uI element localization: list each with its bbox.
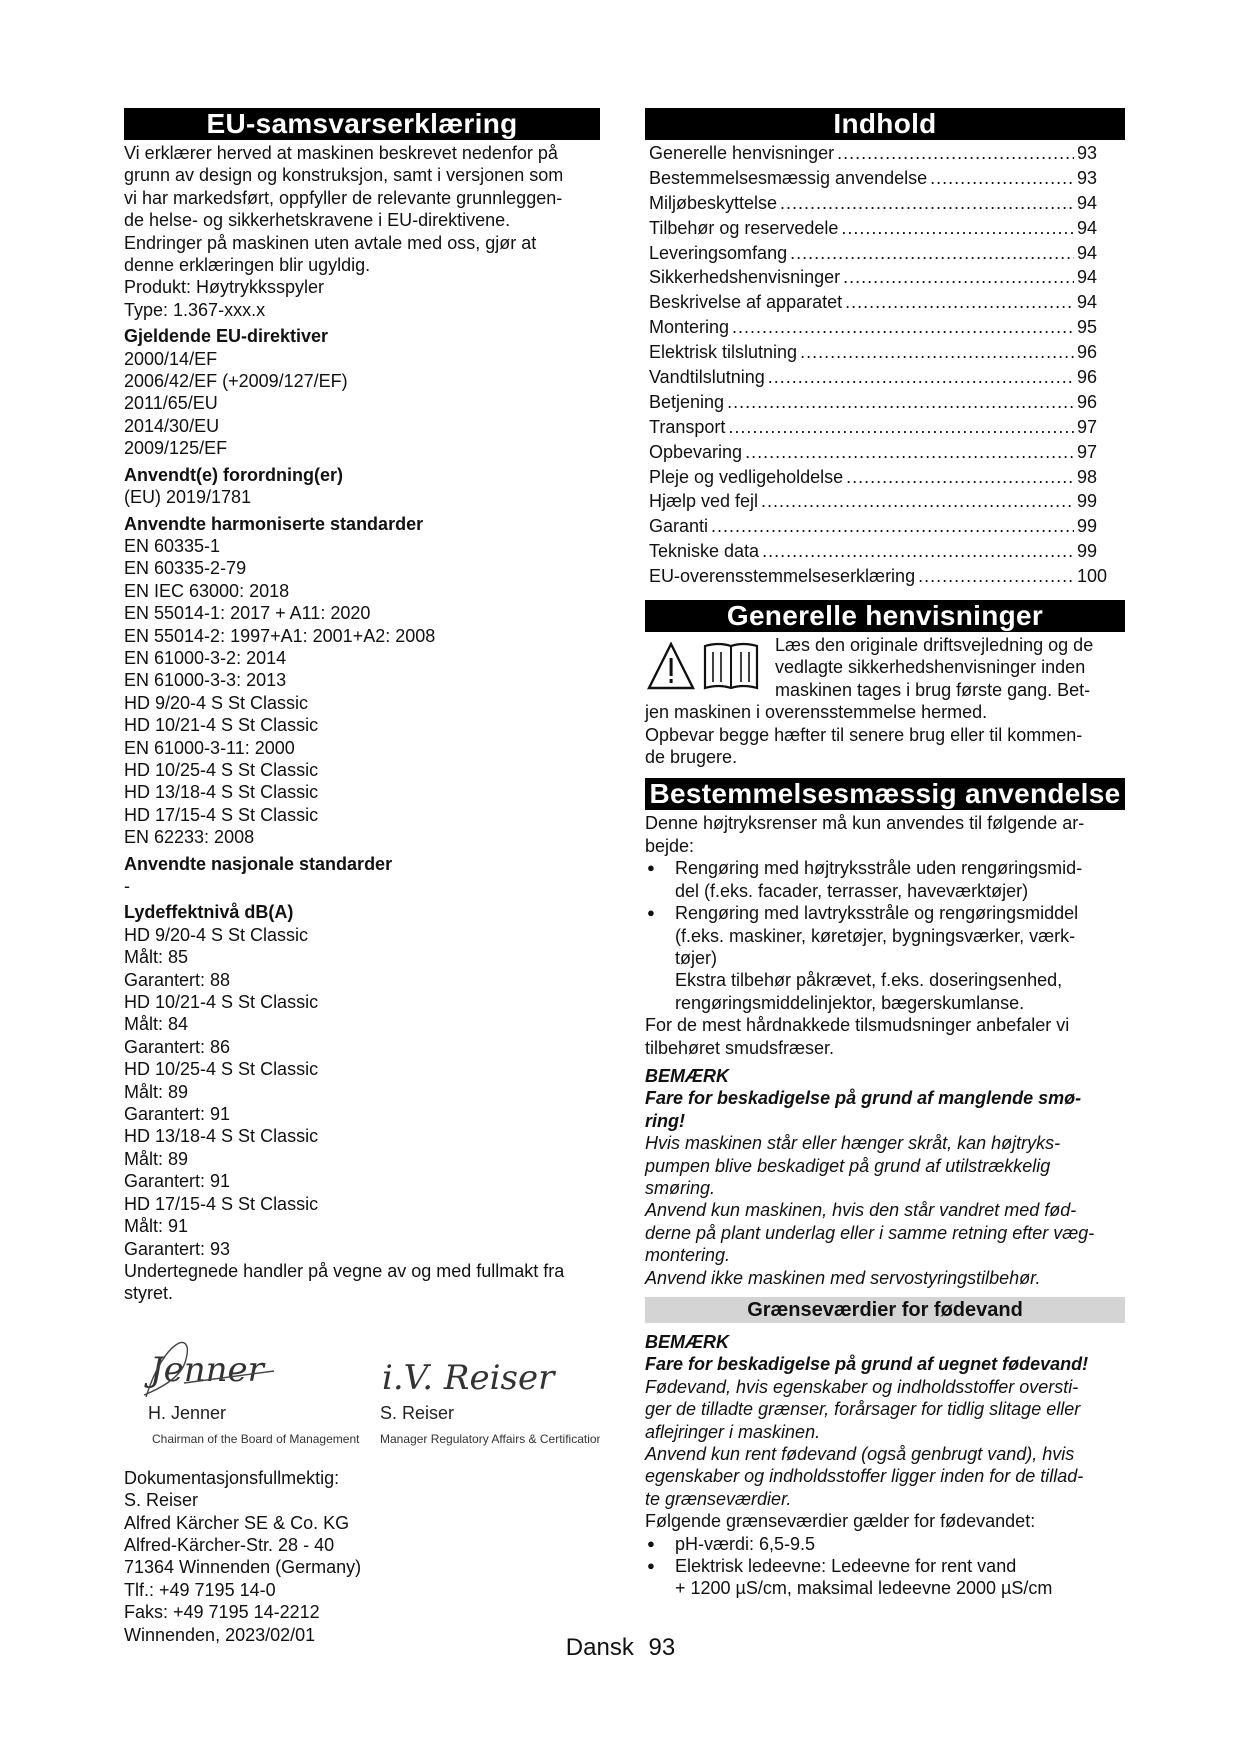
note-text: pumpen blive beskadiget på grund af utilstrækkelig <box>645 1155 1051 1176</box>
directives-heading: Gjeldende EU-direktiver <box>124 326 329 347</box>
feed-water-intro: Følgende grænseværdier gælder for fødevandet: <box>645 1511 1036 1532</box>
intended-use-heading: Bestemmelsesmæssig anvendelse <box>645 778 1125 810</box>
standard-item: HD 17/15-4 S St Classic <box>124 804 319 825</box>
toc-leader-dots <box>845 291 1074 313</box>
toc-entry-label: Elektrisk tilslutning <box>649 342 798 363</box>
toc-entry <box>645 192 1125 217</box>
toc-entry <box>645 490 1125 515</box>
product-line: Produkt: Høytrykksspyler <box>124 277 325 298</box>
text-line: vedlagte sikkerhedshenvisninger inden <box>775 657 1086 678</box>
text-line: ● Elektrisk ledeevne: Ledeevne for rent vand <box>675 1556 1017 1577</box>
text-line: Ekstra tilbehør påkrævet, f.eks. doseringsenhed, <box>675 970 1063 991</box>
feed-water-note <box>645 1331 1125 1510</box>
intended-use-list <box>645 857 1125 1014</box>
note-text: Anvend kun maskinen, hvis den står vandret med fød- <box>645 1200 1077 1221</box>
standard-item: EN 60335-2-79 <box>124 558 247 579</box>
sound-model: HD 10/21-4 S St Classic <box>124 992 319 1013</box>
text-line: styret. <box>124 1283 174 1304</box>
sound-measured: Målt: 85 <box>124 947 189 968</box>
note-text: derne på plant underlag eller i samme retning efter væg- <box>645 1222 1095 1243</box>
text-line: Alfred-Kärcher-Str. 28 - 40 <box>124 1534 335 1555</box>
signer-jenner-name: H. Jenner <box>148 1402 227 1423</box>
toc-leader-dots <box>790 242 1074 264</box>
toc-leader-dots <box>918 565 1074 587</box>
list-item <box>645 902 1125 1014</box>
toc-leader-dots <box>761 490 1074 512</box>
standard-item: EN 55014-1: 2017 + A11: 2020 <box>124 603 371 624</box>
contents-heading: Indhold <box>645 108 1125 140</box>
text-line: 71364 Winnenden (Germany) <box>124 1557 362 1578</box>
toc-leader-dots <box>745 441 1074 463</box>
toc-leader-dots <box>800 341 1074 363</box>
standard-item: HD 13/18-4 S St Classic <box>124 782 319 803</box>
text-line: maskinen tages i brug første gang. Bet- <box>775 679 1091 700</box>
text-line: Denne højtryksrenser må kun anvendes til følgende ar- <box>645 813 1085 834</box>
text-line: rengøringsmiddelinjektor, bægerskumlanse. <box>675 992 1025 1013</box>
sound-guaranteed: Garantert: 93 <box>124 1238 231 1259</box>
toc-entry-page: 99 <box>1077 516 1098 537</box>
sound-level-heading: Lydeffektnivå dB(A) <box>124 902 294 923</box>
toc-entry <box>645 167 1125 192</box>
note-warning: Fare for beskadigelse på grund af uegnet fødevand! <box>645 1354 1089 1375</box>
text-line: jen maskinen i overensstemmelse hermed. <box>645 702 988 723</box>
toc-entry-page: 100 <box>1077 566 1108 587</box>
intended-use-intro <box>645 812 1125 857</box>
text-line: Opbevar begge hæfter til senere brug eller til kommen- <box>645 724 1083 745</box>
sound-level-list <box>124 924 600 1260</box>
warning-triangle-icon <box>649 644 693 688</box>
text-line: Læs den originale driftsvejledning og de <box>775 635 1094 656</box>
toc-entry-page: 94 <box>1077 217 1098 238</box>
toc-leader-dots <box>843 266 1074 288</box>
toc-entry-page: 99 <box>1077 541 1098 562</box>
lubrication-note <box>645 1065 1125 1289</box>
toc-entry-page: 96 <box>1077 391 1098 412</box>
directive-item: 2000/14/EF <box>124 348 218 369</box>
sound-model: HD 9/20-4 S St Classic <box>124 924 309 945</box>
toc-leader-dots <box>780 192 1074 214</box>
toc-leader-dots <box>711 515 1074 537</box>
text-line: Winnenden, 2023/02/01 <box>124 1624 316 1645</box>
standard-item: EN IEC 63000: 2018 <box>124 580 290 601</box>
text-line: del (f.eks. facader, terrasser, haveværktøjer) <box>675 880 1029 901</box>
note-warning: ring! <box>645 1110 685 1131</box>
toc-leader-dots <box>762 540 1074 562</box>
text-line: de brugere. <box>645 747 738 768</box>
toc-entry-page: 97 <box>1077 416 1098 437</box>
note-text: ger de tilladte grænser, forårsager for tidlig slitage eller <box>645 1399 1081 1420</box>
text-line: de helse- og sikkerhetskravene i EU-direktivene. <box>124 210 511 231</box>
footer-language: Dansk <box>565 1634 634 1661</box>
signed-statement <box>124 1260 600 1305</box>
sound-guaranteed: Garantert: 86 <box>124 1036 231 1057</box>
toc-entry <box>645 217 1125 242</box>
toc-entry <box>645 466 1125 491</box>
toc-entry-page: 96 <box>1077 367 1098 388</box>
toc-entry-label: Miljøbeskyttelse <box>649 192 778 213</box>
toc-entry-page: 94 <box>1077 267 1098 288</box>
text-line: Vi erklærer herved at maskinen beskrevet nedenfor på <box>124 143 558 163</box>
note-label: BEMÆRK <box>645 1332 729 1352</box>
regulation-heading: Anvendt(e) forordning(er) <box>124 464 343 485</box>
signer-jenner-title: Chairman of the Board of Management <box>152 1431 360 1446</box>
directives-list <box>124 348 600 460</box>
toc-entry-label: Tilbehør og reservedele <box>649 217 839 238</box>
toc-entry <box>645 391 1125 416</box>
text-line: Undertegnede handler på vegne av og med fullmakt fra <box>124 1260 565 1281</box>
toc-leader-dots <box>732 316 1074 338</box>
standard-item: EN 61000-3-3: 2013 <box>124 670 287 691</box>
sound-measured: Målt: 89 <box>124 1148 189 1169</box>
toc-entry-page: 94 <box>1077 292 1098 313</box>
type-line: Type: 1.367-xxx.x <box>124 299 266 320</box>
text-line: Faks: +49 7195 14-2212 <box>124 1602 320 1623</box>
text-line: tøjer) <box>675 947 717 968</box>
toc-entry-label: Montering <box>649 317 730 338</box>
toc-entry <box>645 291 1125 316</box>
eu-declaration-column <box>124 108 600 1646</box>
toc-entry-label: Sikkerhedshenvisninger <box>649 267 841 288</box>
general-notes-text <box>645 701 1125 768</box>
text-line: For de mest hårdnakkede tilsmudsninger anbefaler vi <box>645 1015 1070 1036</box>
note-warning: Fare for beskadigelse på grund af manglende smø- <box>645 1088 1082 1109</box>
standard-item: EN 55014-2: 1997+A1: 2001+A2: 2008 <box>124 625 436 646</box>
note-label: BEMÆRK <box>645 1065 729 1086</box>
text-line: Endringer på maskinen uten avtale med oss, gjør at <box>124 232 537 253</box>
text-line: tilbehøret smudsfræser. <box>645 1037 835 1058</box>
note-text: smøring. <box>645 1177 716 1198</box>
toc-entry-page: 93 <box>1077 167 1098 188</box>
toc-leader-dots <box>837 142 1074 164</box>
toc-entry-page: 98 <box>1077 466 1098 487</box>
text-line: ● Rengøring med højtryksstråle uden rengøringsmid- <box>675 858 1083 879</box>
toc-leader-dots <box>768 366 1074 388</box>
toc-entry <box>645 416 1125 441</box>
toc-entry <box>645 540 1125 565</box>
toc-leader-dots <box>841 217 1074 239</box>
signatures-drawing <box>124 1319 600 1467</box>
note-text: montering. <box>645 1245 731 1266</box>
note-text: te grænseværdier. <box>645 1488 792 1509</box>
text-line: S. Reiser <box>124 1490 199 1511</box>
sound-guaranteed: Garantert: 88 <box>124 969 231 990</box>
toc-entry-page: 94 <box>1077 242 1098 263</box>
regulation-item: (EU) 2019/1781 <box>124 487 252 508</box>
text-line: Dokumentasjonsfullmektig: <box>124 1467 340 1488</box>
directive-item: 2014/30/EU <box>124 415 220 436</box>
manual-book-icon <box>705 644 757 688</box>
eu-declaration-heading: EU-samsvarserklæring <box>124 108 600 140</box>
general-notes-warning <box>645 634 1125 701</box>
list-item <box>645 1533 1125 1555</box>
toc-entry-page: 96 <box>1077 342 1098 363</box>
text-line: ● pH-værdi: 6,5-9.5 <box>675 1533 816 1554</box>
standard-item: EN 62233: 2008 <box>124 827 255 848</box>
text-line: Tlf.: +49 7195 14-0 <box>124 1579 276 1600</box>
toc-entry-page: 94 <box>1077 192 1098 213</box>
sound-measured: Målt: 89 <box>124 1081 189 1102</box>
toc-entry-page: 97 <box>1077 441 1098 462</box>
note-text: aflejringer i maskinen. <box>645 1421 821 1442</box>
text-line: denne erklæringen blir ugyldig. <box>124 255 371 276</box>
directive-item: 2009/125/EF <box>124 438 228 459</box>
text-line: vi har markedsført, oppfyller de relevante grunnleggen- <box>124 187 563 208</box>
national-standards-heading: Anvendte nasjonale standarder <box>124 853 393 874</box>
intended-use-recommendation <box>645 1014 1125 1059</box>
sound-measured: Målt: 91 <box>124 1216 189 1237</box>
standard-item: HD 10/25-4 S St Classic <box>124 759 319 780</box>
toc-entry-label: Opbevaring <box>649 441 743 462</box>
toc-entry-page: 95 <box>1077 317 1098 338</box>
toc-entry <box>645 341 1125 366</box>
signer-reiser-title: Manager Regulatory Affairs & Certification <box>380 1431 600 1446</box>
sound-guaranteed: Garantert: 91 <box>124 1104 231 1125</box>
toc-entry-label: Leveringsomfang <box>649 242 788 263</box>
harmonised-standards-list <box>124 535 600 849</box>
text-line: bejde: <box>645 835 695 856</box>
toc-entry-label: EU-overensstemmelseserklæring <box>649 566 916 587</box>
contents-column <box>645 108 1125 1600</box>
toc-entry <box>645 142 1125 167</box>
toc-entry-label: Betjening <box>649 391 725 412</box>
page-footer <box>0 1634 1241 1662</box>
toc-entry <box>645 441 1125 466</box>
text-line: grunn av design og konstruksjon, samt i versjonen som <box>124 165 564 186</box>
warning-manual-icons <box>647 640 771 696</box>
documentation-contact <box>124 1467 600 1646</box>
toc-leader-dots <box>846 466 1074 488</box>
sound-measured: Målt: 84 <box>124 1014 189 1035</box>
feed-water-limits-list <box>645 1533 1125 1600</box>
toc-entry <box>645 242 1125 267</box>
list-item <box>645 1555 1125 1600</box>
national-standard-item: - <box>124 876 130 896</box>
toc-leader-dots <box>930 167 1074 189</box>
table-of-contents <box>645 142 1125 590</box>
harmonised-standards-heading: Anvendte harmoniserte standarder <box>124 513 424 534</box>
directive-item: 2011/65/EU <box>124 393 218 414</box>
note-text: Anvend kun rent fødevand (også genbrugt vand), hvis <box>645 1444 1075 1465</box>
signature-reiser-script: i.V. Reiser <box>382 1357 555 1398</box>
standard-item: EN 60335-1 <box>124 535 221 556</box>
signature-jenner-script: Jenner <box>150 1349 264 1390</box>
toc-entry-label: Tekniske data <box>649 541 760 562</box>
sound-guaranteed: Garantert: 91 <box>124 1171 231 1192</box>
feed-water-heading: Grænseværdier for fødevand <box>645 1297 1125 1323</box>
toc-entry-label: Vandtilslutning <box>649 367 765 388</box>
toc-entry <box>645 366 1125 391</box>
standard-item: HD 10/21-4 S St Classic <box>124 715 319 736</box>
toc-entry <box>645 515 1125 540</box>
general-notes-heading: Generelle henvisninger <box>645 600 1125 632</box>
signatures-block <box>124 1319 600 1467</box>
text-line: ● Rengøring med lavtryksstråle og rengøringsmiddel <box>675 903 1079 924</box>
declaration-intro <box>124 142 600 321</box>
toc-entry-page: 93 <box>1077 143 1098 163</box>
signer-reiser-name: S. Reiser <box>380 1402 455 1423</box>
toc-entry-label: Beskrivelse af apparatet <box>649 292 843 313</box>
toc-entry <box>645 316 1125 341</box>
list-item <box>645 857 1125 902</box>
toc-entry <box>645 565 1125 590</box>
toc-entry-label: Transport <box>649 416 726 437</box>
note-text: Anvend ikke maskinen med servostyringstilbehør. <box>645 1267 1041 1288</box>
standard-item: HD 9/20-4 S St Classic <box>124 692 309 713</box>
sound-model: HD 13/18-4 S St Classic <box>124 1126 319 1147</box>
note-text: Hvis maskinen står eller hænger skråt, kan højtryks- <box>645 1133 1061 1154</box>
toc-entry-label: Bestemmelsesmæssig anvendelse <box>649 167 928 188</box>
toc-leader-dots <box>727 391 1074 413</box>
standard-item: EN 61000-3-11: 2000 <box>124 737 295 758</box>
standard-item: EN 61000-3-2: 2014 <box>124 647 287 668</box>
signature-reiser <box>380 1358 600 1446</box>
note-text: egenskaber og indholdsstoffer ligger inden for de tillad- <box>645 1466 1084 1487</box>
toc-entry-page: 99 <box>1077 491 1098 512</box>
sound-model: HD 10/25-4 S St Classic <box>124 1059 319 1080</box>
footer-page-number: 93 <box>648 1634 676 1661</box>
toc-entry-label: Pleje og vedligeholdelse <box>649 466 844 487</box>
text-line: Alfred Kärcher SE & Co. KG <box>124 1512 350 1533</box>
text-line: (f.eks. maskiner, køretøjer, bygningsværker, værk- <box>675 925 1076 946</box>
directive-item: 2006/42/EF (+2009/127/EF) <box>124 371 348 392</box>
toc-entry-label: Garanti <box>649 516 709 537</box>
toc-leader-dots <box>728 416 1074 438</box>
note-text: Fødevand, hvis egenskaber og indholdsstoffer oversti- <box>645 1376 1079 1397</box>
toc-entry <box>645 266 1125 291</box>
toc-entry-label: Generelle henvisninger <box>649 143 835 163</box>
text-line: + 1200 µS/cm, maksimal ledeevne 2000 µS/cm <box>675 1578 1053 1599</box>
toc-entry-label: Hjælp ved fejl <box>649 491 759 512</box>
sound-model: HD 17/15-4 S St Classic <box>124 1193 319 1214</box>
signature-jenner <box>144 1342 360 1445</box>
